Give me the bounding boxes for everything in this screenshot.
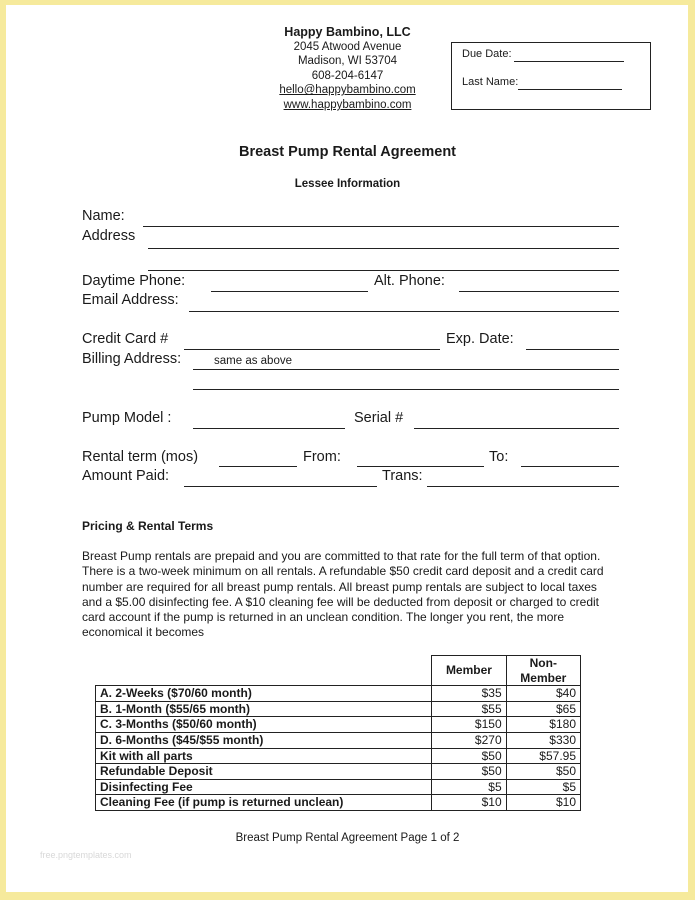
row-member-price: $50	[432, 764, 506, 780]
section-subtitle: Lessee Information	[294, 178, 401, 190]
row-member-price: $150	[432, 717, 506, 733]
address-label: Address	[82, 228, 136, 244]
billing-address-label: Billing Address:	[82, 351, 182, 367]
watermark: free.pngtemplates.com	[40, 850, 132, 860]
row-non-member-price: $330	[506, 732, 580, 748]
trans-field[interactable]	[427, 486, 619, 487]
document-title: Breast Pump Rental Agreement	[238, 144, 457, 160]
office-use-box	[451, 42, 651, 110]
alt-phone-label: Alt. Phone:	[374, 273, 445, 289]
row-member-price: $50	[432, 748, 506, 764]
row-non-member-price: $10	[506, 795, 580, 811]
company-website-link[interactable]: www.happybambino.com	[283, 98, 412, 111]
table-row	[96, 795, 581, 811]
to-label: To:	[489, 449, 509, 465]
address-field-line-2[interactable]	[148, 270, 619, 271]
amount-paid-label: Amount Paid:	[82, 468, 170, 484]
last-name-label: Last Name:	[462, 76, 519, 88]
row-non-member-price: $5	[506, 779, 580, 795]
pricing-heading: Pricing & Rental Terms	[82, 519, 214, 533]
name-label: Name:	[82, 208, 125, 224]
table-row	[96, 701, 581, 717]
company-phone: 608-204-6147	[311, 69, 384, 82]
row-non-member-price: $50	[506, 764, 580, 780]
daytime-phone-field[interactable]	[211, 291, 368, 292]
row-item: Disinfecting Fee	[96, 779, 432, 795]
row-member-price: $5	[432, 779, 506, 795]
row-item: Cleaning Fee (if pump is returned unclean)	[96, 795, 432, 811]
from-field[interactable]	[357, 466, 484, 467]
billing-address-field-line-2[interactable]	[193, 389, 619, 390]
table-row	[96, 764, 581, 780]
table-row	[96, 779, 581, 795]
column-header-non-member: Non-Member	[506, 656, 580, 686]
due-date-field[interactable]	[514, 61, 624, 62]
billing-address-value: same as above	[214, 355, 292, 367]
trans-label: Trans:	[382, 468, 423, 484]
pump-model-field[interactable]	[193, 428, 345, 429]
amount-paid-field[interactable]	[184, 486, 377, 487]
row-non-member-price: $180	[506, 717, 580, 733]
alt-phone-field[interactable]	[459, 291, 619, 292]
table-row	[96, 686, 581, 702]
due-date-label: Due Date:	[462, 48, 512, 60]
from-label: From:	[303, 449, 341, 465]
row-member-price: $10	[432, 795, 506, 811]
row-item: A. 2-Weeks ($70/60 month)	[96, 686, 432, 702]
credit-card-label: Credit Card #	[82, 331, 169, 347]
last-name-field[interactable]	[518, 89, 622, 90]
row-member-price: $270	[432, 732, 506, 748]
row-non-member-price: $40	[506, 686, 580, 702]
pump-model-label: Pump Model :	[82, 410, 172, 426]
daytime-phone-label: Daytime Phone:	[82, 273, 186, 289]
row-item: Refundable Deposit	[96, 764, 432, 780]
to-field[interactable]	[521, 466, 619, 467]
row-member-price: $55	[432, 701, 506, 717]
row-item: Kit with all parts	[96, 748, 432, 764]
row-item: D. 6-Months ($45/$55 month)	[96, 732, 432, 748]
address-field-line-1[interactable]	[148, 248, 619, 249]
table-header-row	[96, 656, 581, 686]
table-row	[96, 732, 581, 748]
rental-term-field[interactable]	[219, 466, 297, 467]
column-header-member: Member	[432, 656, 506, 686]
rental-term-label: Rental term (mos)	[82, 449, 199, 465]
page-footer: Breast Pump Rental Agreement Page 1 of 2	[235, 832, 460, 844]
name-field[interactable]	[143, 226, 619, 227]
company-street: 2045 Atwood Avenue	[293, 40, 402, 53]
table-header-blank	[96, 656, 432, 686]
exp-date-label: Exp. Date:	[446, 331, 514, 347]
row-member-price: $35	[432, 686, 506, 702]
serial-field[interactable]	[414, 428, 619, 429]
email-address-label: Email Address:	[82, 292, 179, 308]
row-non-member-price: $65	[506, 701, 580, 717]
table-row	[96, 717, 581, 733]
exp-date-field[interactable]	[526, 349, 619, 350]
row-item: B. 1-Month ($55/65 month)	[96, 701, 432, 717]
pricing-table	[95, 655, 581, 811]
company-city: Madison, WI 53704	[297, 55, 398, 68]
credit-card-field[interactable]	[184, 349, 440, 350]
pricing-paragraph: Breast Pump rentals are prepaid and you are committed to that rate for the full term of that option. There is a two-week minimum on all rentals. A refundable $50 credit card deposit and a credit card number are required for all breast pump rentals. All breast pump rentals are subject to local taxes and a $5.00 disinfecting fee. A $10 cleaning fee will be deducted from deposit or charged to credit card account if the pump is returned in an unclean condition. The longer you rent, the more economical it becomes	[82, 549, 604, 640]
row-item: C. 3-Months ($50/60 month)	[96, 717, 432, 733]
table-row	[96, 748, 581, 764]
serial-label: Serial #	[354, 410, 404, 426]
email-address-field[interactable]	[189, 311, 619, 312]
company-email-link[interactable]: hello@happybambino.com	[279, 84, 416, 97]
company-name: Happy Bambino, LLC	[284, 25, 411, 39]
billing-address-field-line-1[interactable]	[193, 369, 619, 370]
row-non-member-price: $57.95	[506, 748, 580, 764]
